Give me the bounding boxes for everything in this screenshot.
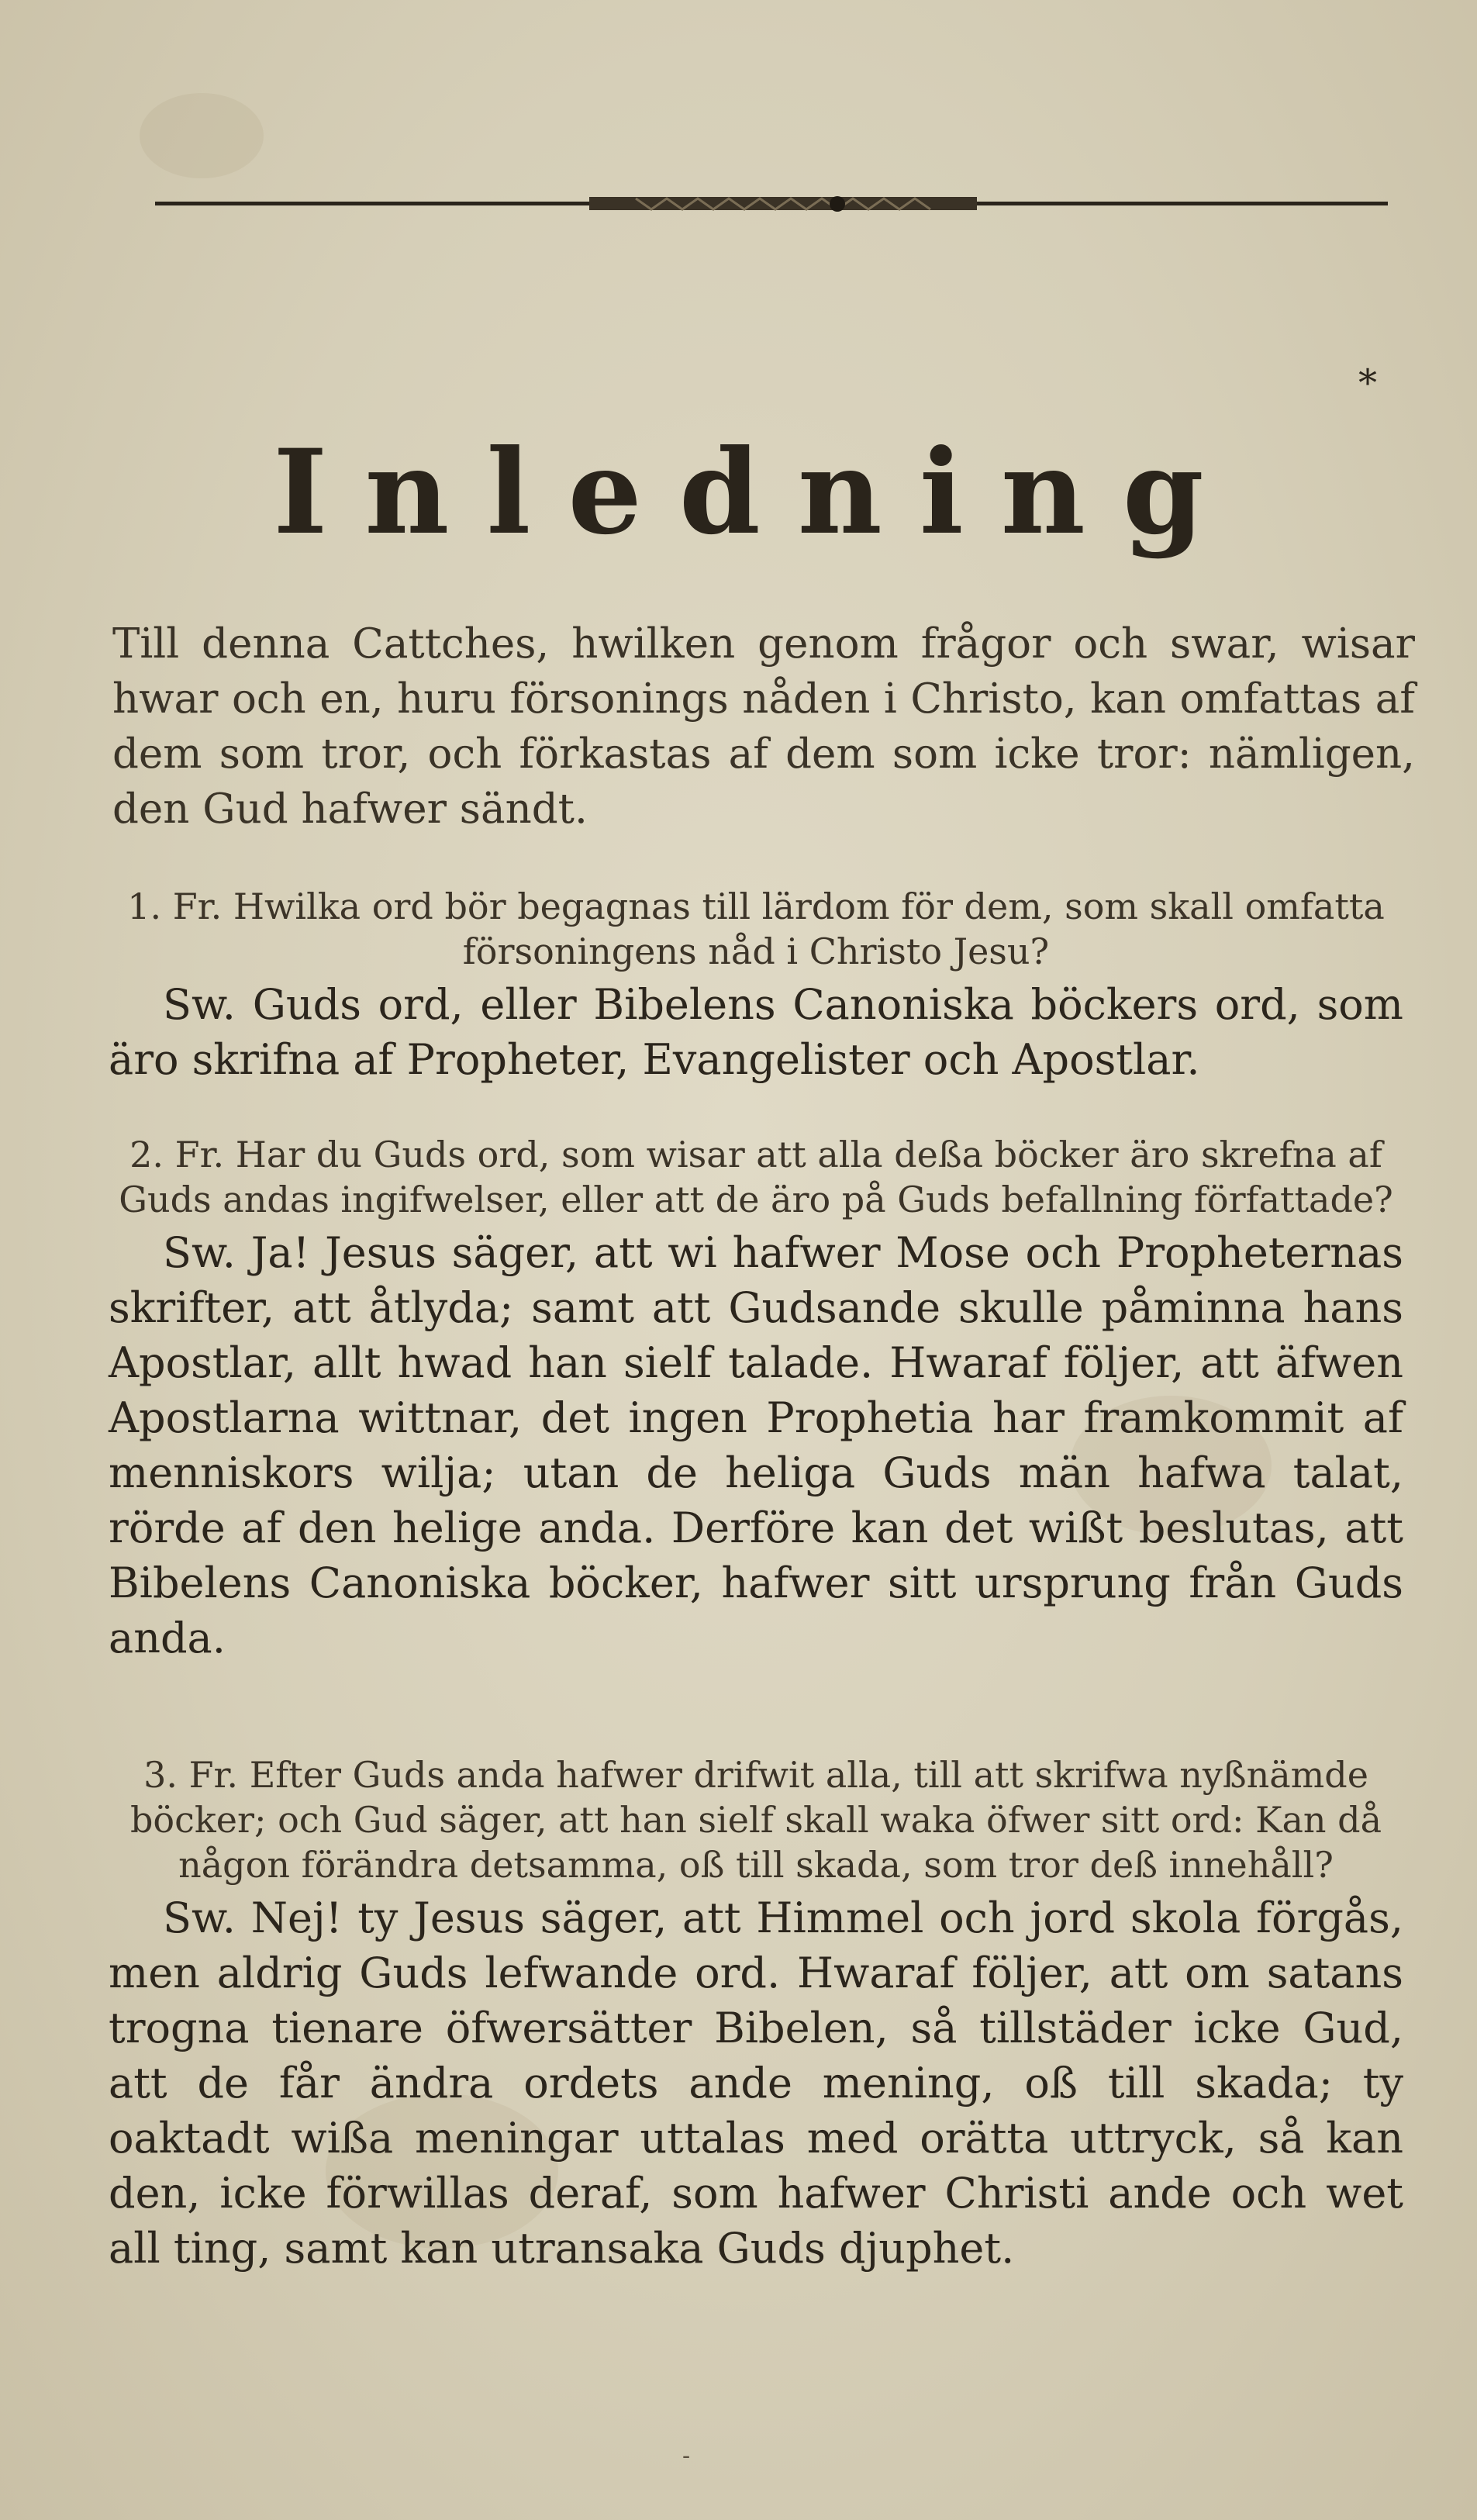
question	[109, 884, 1403, 974]
signature-mark: *	[1358, 361, 1377, 405]
footer-mark: -	[682, 2442, 691, 2470]
question-text: Har du Guds ord, som wisar att alla deßa böcker äro skrefna af Guds andas ingifwelser, eller att de äro på Guds befallning författade?	[119, 1134, 1393, 1220]
question	[109, 1752, 1403, 1887]
question-number: 3. Fr.	[143, 1754, 239, 1796]
paper-stain	[140, 93, 264, 178]
answer	[109, 1225, 1403, 1666]
question	[109, 1132, 1403, 1222]
question-number: 2. Fr.	[129, 1134, 225, 1175]
question-text: Efter Guds anda hafwer drifwit alla, till att skrifwa nyßnämde böcker; och Gud säger, att han sielf skall waka öfwer sitt ord: Kan då någon förändra detsamma, oß till skada, som tror deß innehåll?	[129, 1754, 1382, 1886]
answer-text: Nej! ty Jesus säger, att Himmel och jord skola förgås, men aldrig Guds lefwande ord. Hwaraf följer, att om satans trogna tienare öfwersätter Bibelen, så tillstäder icke Gud, att de får ändra ordets ande mening, oß till skada; ty oaktadt wißa meningar uttalas med orätta uttryck, så kan den, icke förwillas deraf, som hafwer Christi ande och wet all ting, samt kan utransaka Guds djuphet.	[109, 1893, 1403, 2273]
page-title: Inledning	[273, 424, 1241, 561]
answer-label: Sw.	[163, 1893, 236, 1942]
ornamental-rule	[155, 191, 1388, 217]
qa-item-1	[109, 884, 1403, 1087]
qa-item-3	[109, 1752, 1403, 2276]
answer-label: Sw.	[163, 980, 236, 1029]
answer	[109, 977, 1403, 1087]
answer-label: Sw.	[163, 1228, 236, 1277]
intro-paragraph: Till denna Cattches, hwilken genom frågor och swar, wisar hwar och en, huru försonings nåden i Christo, kan omfattas af dem som tror, och förkastas af dem som icke tror: nämligen, den Gud hafwer sändt.	[112, 620, 1415, 833]
question-text: Hwilka ord bör begagnas till lärdom för dem, som skall omfatta försoningens nåd i Christo Jesu?	[233, 885, 1385, 972]
answer	[109, 1890, 1403, 2276]
answer-text: Ja! Jesus säger, att wi hafwer Mose och Propheternas skrifter, att åtlyda; samt att Gudsande skulle påminna hans Apostlar, allt hwad han sielf talade. Hwaraf följer, att äfwen Apostlarna wittnar, det ingen Prophetia har framkommit af menniskors wilja; utan de heliga Guds män hafwa talat, rörde af den helige anda. Derföre kan det wißt beslutas, att Bibelens Canoniska böcker, hafwer sitt ursprung från Guds anda.	[109, 1228, 1403, 1662]
qa-item-2	[109, 1132, 1403, 1666]
question-number: 1. Fr.	[127, 885, 223, 927]
answer-text: Guds ord, eller Bibelens Canoniska böckers ord, som äro skrifna af Propheter, Evangelister och Apostlar.	[109, 980, 1403, 1084]
